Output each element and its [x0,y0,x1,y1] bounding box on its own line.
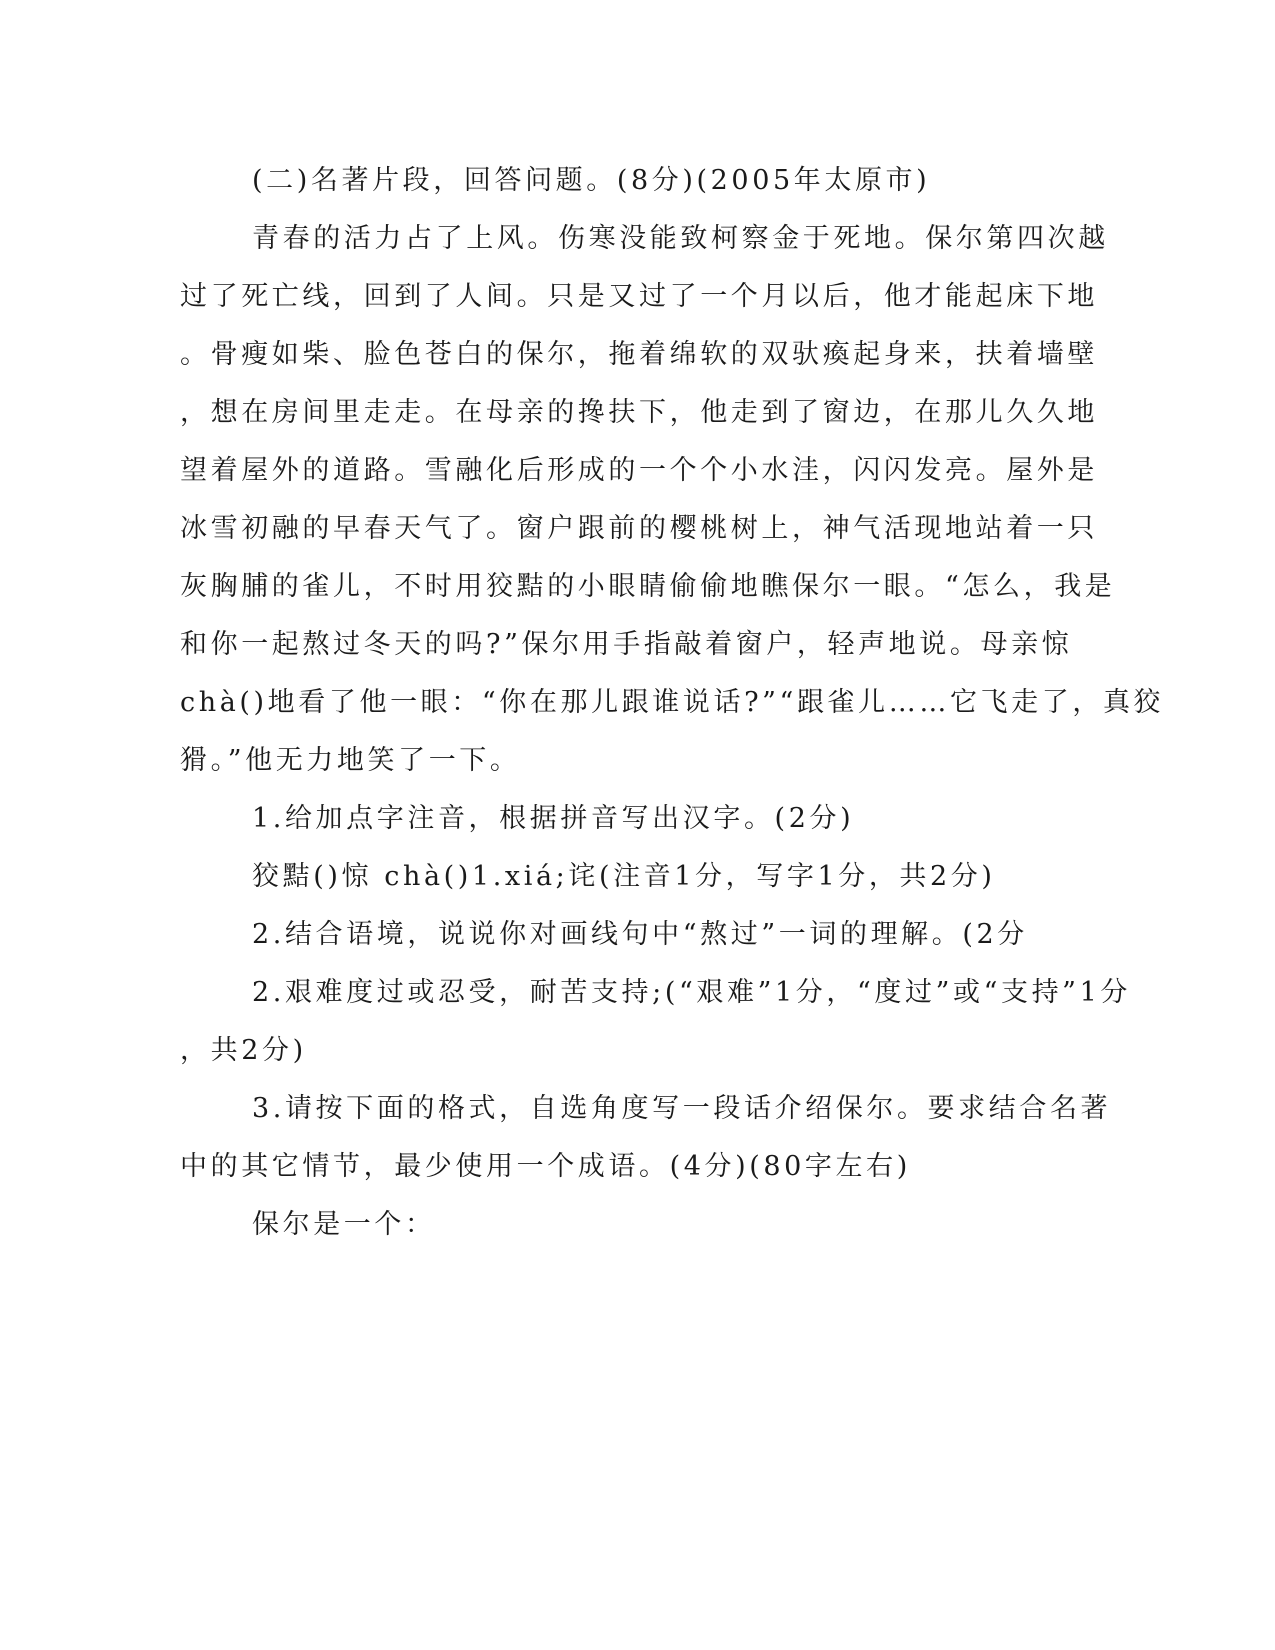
answer-2: 2.艰难度过或忍受，耐苦支持;(“艰难”1分，“度过”或“支持”1分 [252,977,1131,1008]
passage-line: ，想在房间里走走。在母亲的搀扶下，他走到了窗边，在那儿久久地 [180,397,1098,428]
passage-line: 灰胸脯的雀儿，不时用狡黠的小眼睛偷偷地瞧保尔一眼。“怎么，我是 [180,571,1116,602]
passage-line: 青春的活力占了上风。伤寒没能致柯察金于死地。保尔第四次越 [252,223,1109,254]
passage-line: 。骨瘦如柴、脸色苍白的保尔，拖着绵软的双驮瘓起身来，扶着墙壁 [180,339,1098,370]
answer-1: 狡黠()惊 chà()1.xiá;诧(注音1分，写字1分，共2分) [252,861,996,892]
passage-line: 猾。”他无力地笑了一下。 [180,745,521,776]
section-heading: (二)名著片段，回答问题。(8分)(2005年太原市) [252,165,931,196]
passage-line: 望着屋外的道路。雪融化后形成的一个个小水洼，闪闪发亮。屋外是 [180,455,1098,486]
passage-line: 过了死亡线，回到了人间。只是又过了一个月以后，他才能起床下地 [180,281,1098,312]
passage-line: 冰雪初融的早春天气了。窗户跟前的樱桃树上，神气活现地站着一只 [180,513,1098,544]
question-1: 1.给加点字注音，根据拼音写出汉字。(2分) [252,803,855,834]
passage-line: chà()地看了他一眼：“你在那儿跟谁说话?”“跟雀儿……它飞走了，真狡 [180,687,1165,718]
question-3: 3.请按下面的格式，自选角度写一段话介绍保尔。要求结合名著 [252,1093,1112,1124]
answer-prompt: 保尔是一个： [252,1209,436,1240]
passage-line: 和你一起熬过冬天的吗?”保尔用手指敲着窗户，轻声地说。母亲惊 [180,629,1073,660]
answer-2-continued: ，共2分) [180,1035,307,1066]
question-2: 2.结合语境，说说你对画线句中“熬过”一词的理解。(2分 [252,919,1028,950]
question-3-continued: 中的其它情节，最少使用一个成语。(4分)(80字左右) [180,1151,911,1182]
